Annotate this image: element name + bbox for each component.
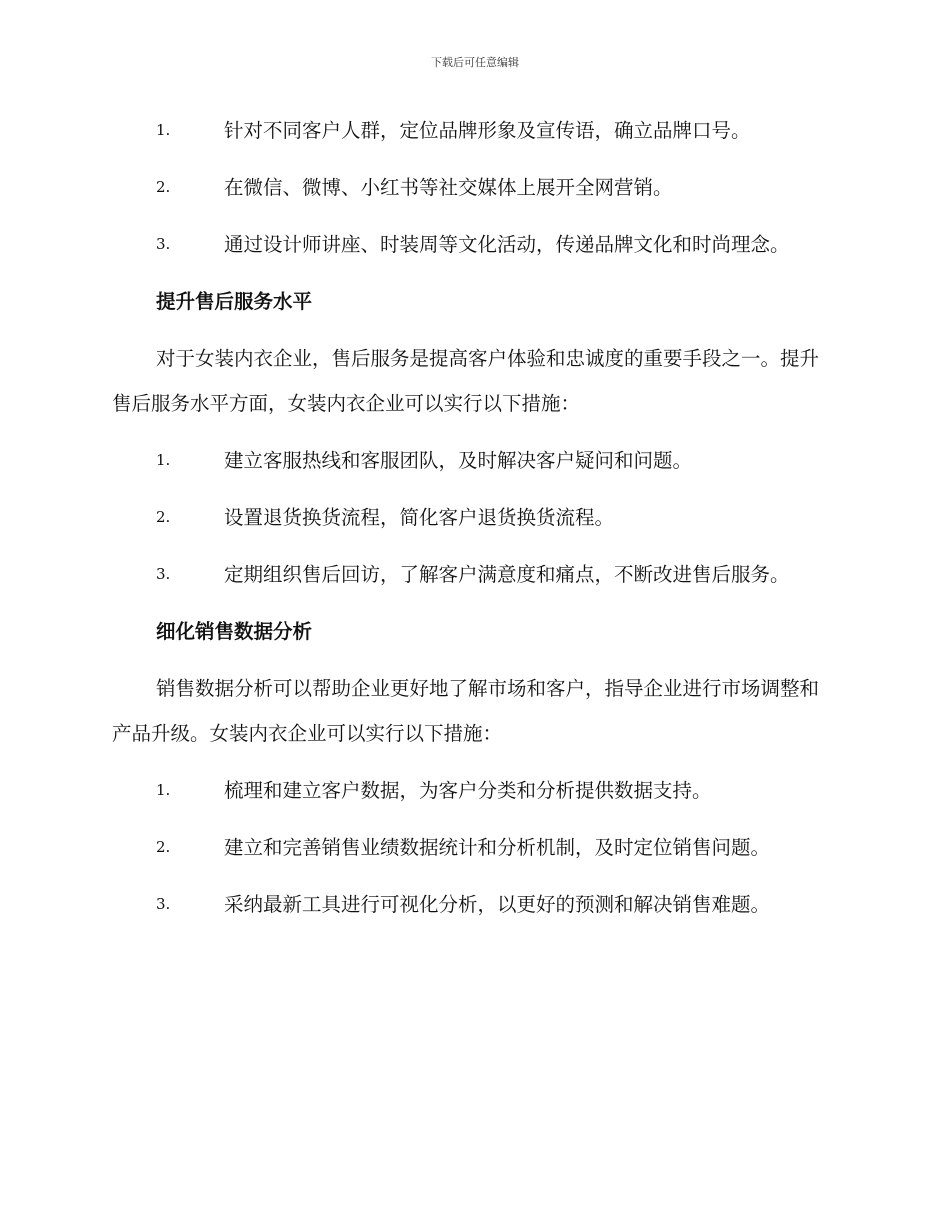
list-item bbox=[112, 108, 832, 153]
list-text: 通过设计师讲座、时装周等文化活动，传递品牌文化和时尚理念。 bbox=[224, 233, 790, 256]
list-number: 1. bbox=[156, 451, 171, 469]
list-text: 建立和完善销售业绩数据统计和分析机制，及时定位销售问题。 bbox=[224, 836, 771, 859]
list-item bbox=[112, 768, 832, 813]
list-number: 3. bbox=[156, 895, 171, 913]
list-number: 3. bbox=[156, 235, 171, 253]
list-number: 1. bbox=[156, 781, 171, 799]
section-heading-sales-analysis: 细化销售数据分析 bbox=[156, 620, 313, 643]
section-paragraph-after-sales: 对于女装内衣企业，售后服务是提高客户体验和忠诚度的重要手段之一。提升售后服务水平方面，女装内衣企业可以实行以下措施： bbox=[112, 347, 820, 415]
list-text: 在微信、微博、小红书等社交媒体上展开全网营销。 bbox=[224, 176, 673, 199]
page-header-note: 下载后可任意编辑 bbox=[431, 56, 519, 69]
list-item bbox=[112, 438, 832, 483]
list-item bbox=[112, 882, 832, 927]
list-number: 1. bbox=[156, 121, 171, 139]
list-number: 2. bbox=[156, 178, 171, 196]
document-body bbox=[112, 108, 832, 939]
list-item bbox=[112, 825, 832, 870]
section-heading-after-sales: 提升售后服务水平 bbox=[156, 290, 313, 313]
list-item bbox=[112, 165, 832, 210]
list-item bbox=[112, 222, 832, 267]
list-item bbox=[112, 552, 832, 597]
list-text: 设置退货换货流程，简化客户退货换货流程。 bbox=[224, 506, 615, 529]
list-number: 2. bbox=[156, 838, 171, 856]
list-text: 建立客服热线和客服团队，及时解决客户疑问和问题。 bbox=[224, 449, 693, 472]
list-text: 针对不同客户人群，定位品牌形象及宣传语，确立品牌口号。 bbox=[224, 119, 751, 142]
list-number: 3. bbox=[156, 565, 171, 583]
list-text: 梳理和建立客户数据，为客户分类和分析提供数据支持。 bbox=[224, 779, 712, 802]
section-paragraph-sales-analysis: 销售数据分析可以帮助企业更好地了解市场和客户，指导企业进行市场调整和产品升级。女装内衣企业可以实行以下措施： bbox=[112, 677, 820, 745]
list-text: 采纳最新工具进行可视化分析，以更好的预测和解决销售难题。 bbox=[224, 893, 771, 916]
list-text: 定期组织售后回访，了解客户满意度和痛点，不断改进售后服务。 bbox=[224, 563, 790, 586]
list-item bbox=[112, 495, 832, 540]
list-number: 2. bbox=[156, 508, 171, 526]
